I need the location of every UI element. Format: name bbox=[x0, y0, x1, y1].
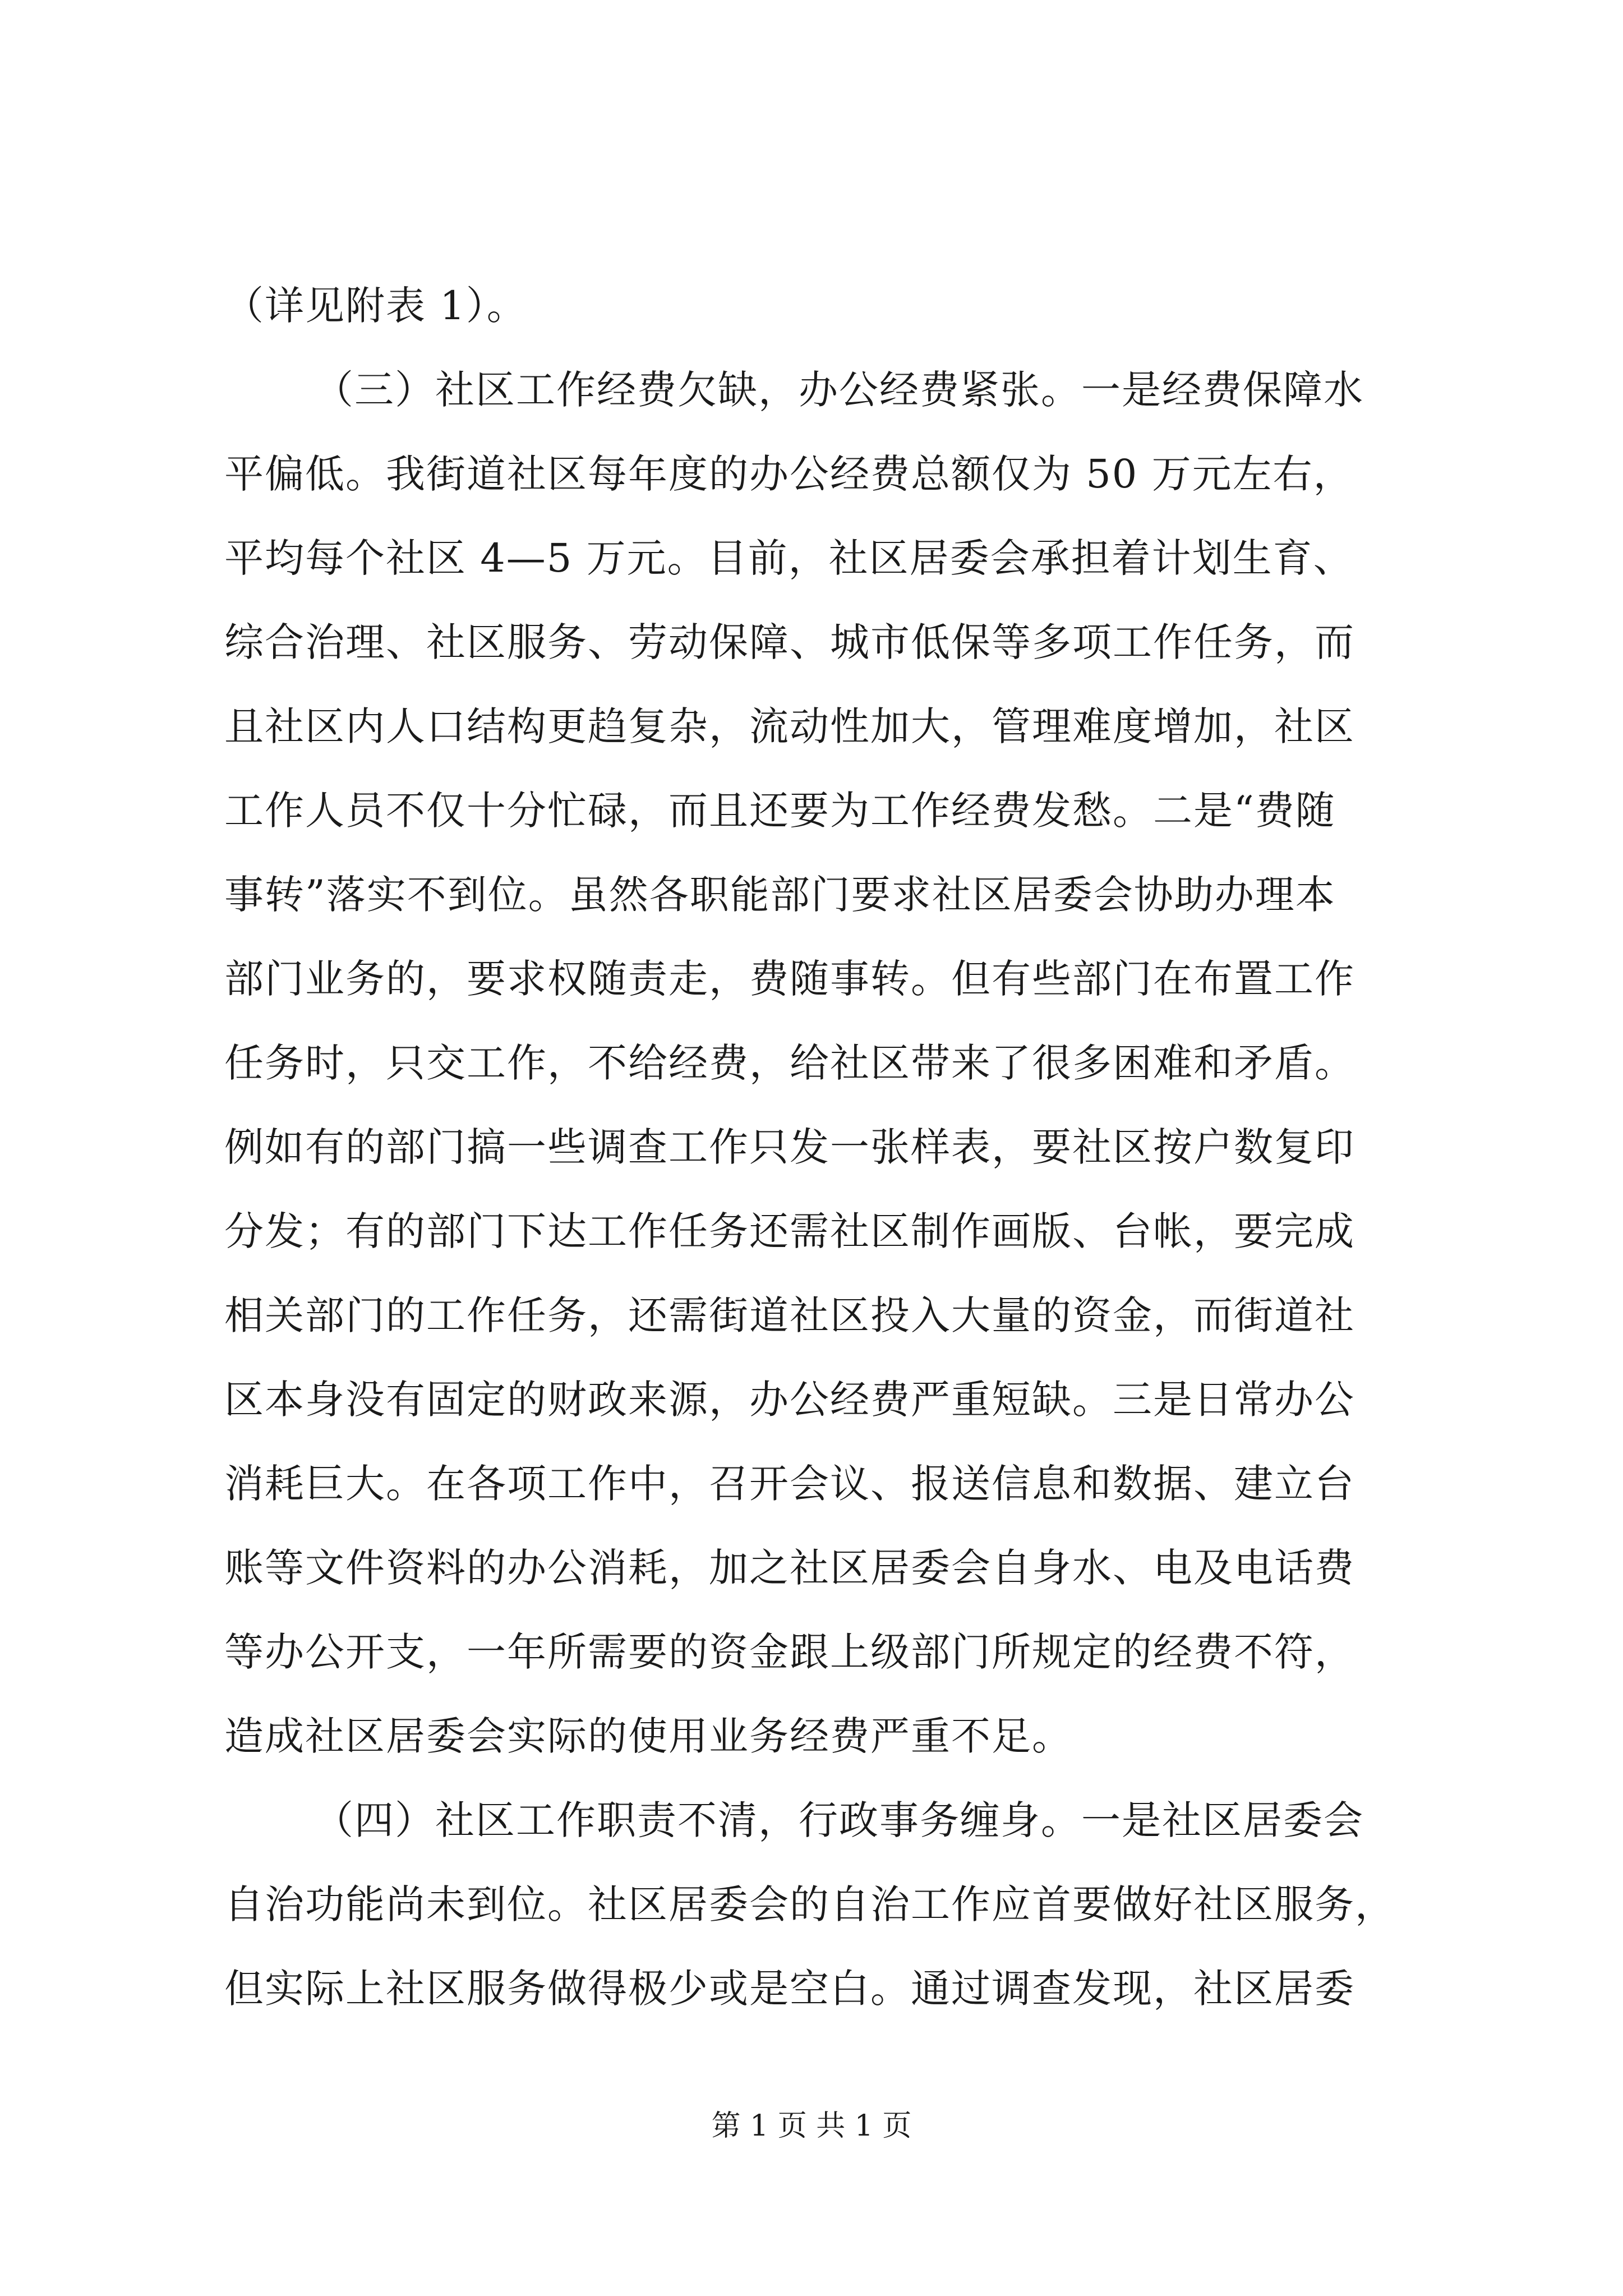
paragraph-heading-4: （四）社区工作职责不清，行政事务缠身。一是社区居委会 bbox=[314, 1797, 1364, 1843]
text-line: 等办公开支，一年所需要的资金跟上级部门所规定的经费不符， bbox=[224, 1629, 1355, 1675]
text-line: 区本身没有固定的财政来源，办公经费严重短缺。三是日常办公 bbox=[224, 1377, 1355, 1423]
text-line: 自治功能尚未到位。社区居委会的自治工作应首要做好社区服务， bbox=[224, 1881, 1395, 1927]
text-line: 平偏低。我街道社区每年度的办公经费总额仅为 50 万元左右， bbox=[224, 451, 1354, 497]
text-line: 平均每个社区 4—5 万元。目前，社区居委会承担着计划生育、 bbox=[224, 535, 1354, 581]
text-line: 但实际上社区服务做得极少或是空白。通过调查发现，社区居委 bbox=[224, 1966, 1355, 2012]
text-line: 账等文件资料的办公消耗，加之社区居委会自身水、电及电话费 bbox=[224, 1545, 1355, 1591]
text-line: 且社区内人口结构更趋复杂，流动性加大，管理难度增加，社区 bbox=[224, 703, 1355, 749]
text-line: 综合治理、社区服务、劳动保障、城市低保等多项工作任务，而 bbox=[224, 619, 1355, 665]
text-line: 造成社区居委会实际的使用业务经费严重不足。 bbox=[224, 1713, 1072, 1759]
text-line: 事转”落实不到位。虽然各职能部门要求社区居委会协助办理本 bbox=[224, 872, 1336, 918]
text-line: 例如有的部门搞一些调查工作只发一张样表，要社区按户数复印 bbox=[224, 1124, 1355, 1170]
text-line: 消耗巨大。在各项工作中，召开会议、报送信息和数据、建立台 bbox=[224, 1461, 1355, 1507]
text-line: 任务时，只交工作，不给经费，给社区带来了很多困难和矛盾。 bbox=[224, 1040, 1355, 1086]
text-line: 分发；有的部门下达工作任务还需社区制作画版、台帐，要完成 bbox=[224, 1208, 1355, 1254]
text-line: （详见附表 1）。 bbox=[224, 283, 527, 329]
page-number-footer: 第 1 页 共 1 页 bbox=[711, 2109, 912, 2143]
text-line: 工作人员不仅十分忙碌，而且还要为工作经费发愁。二是“费随 bbox=[224, 788, 1336, 834]
paragraph-heading-3: （三）社区工作经费欠缺，办公经费紧张。一是经费保障水 bbox=[314, 367, 1364, 413]
body-text bbox=[224, 264, 1419, 2031]
text-line: 相关部门的工作任务，还需街道社区投入大量的资金，而街道社 bbox=[224, 1292, 1355, 1338]
text-line: 部门业务的，要求权随责走，费随事转。但有些部门在布置工作 bbox=[224, 956, 1355, 1002]
